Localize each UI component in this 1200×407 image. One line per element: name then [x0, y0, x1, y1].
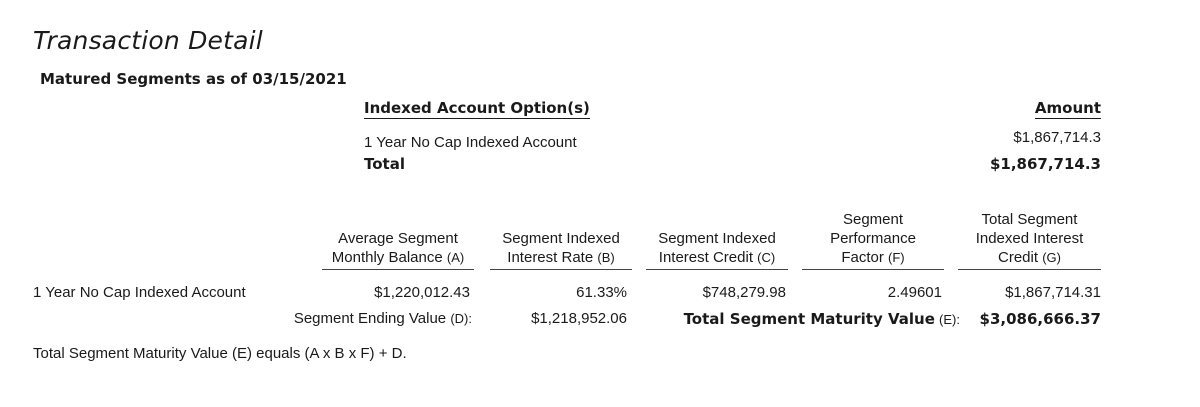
segment-row-label: 1 Year No Cap Indexed Account	[33, 284, 246, 301]
segment-ending-value: $1,218,952.06	[531, 310, 627, 327]
indexed-account-option-header: Indexed Account Option(s)	[364, 99, 590, 117]
maturity-formula-footnote: Total Segment Maturity Value (E) equals (A x B x F) + D.	[33, 345, 407, 362]
summary-row-amount: $1,867,714.3	[1013, 129, 1101, 146]
segment-value-performance-factor: 2.49601	[887, 284, 942, 301]
col-header-interest-rate: Segment Indexed Interest Rate (B)	[490, 229, 632, 270]
segment-value-total-interest-credit: $1,867,714.31	[1005, 284, 1101, 301]
summary-total-label: Total	[364, 155, 405, 173]
col-header-total-interest-credit: Total Segment Indexed Interest Credit (G)	[958, 210, 1101, 270]
segment-value-interest-credit: $748,279.98	[702, 284, 786, 301]
page-title: Transaction Detail	[33, 26, 263, 55]
amount-header: Amount	[1034, 99, 1101, 117]
total-maturity-value: $3,086,666.37	[979, 310, 1101, 328]
segment-ending-value-label: Segment Ending Value (D):	[293, 310, 472, 327]
matured-segments-subtitle: Matured Segments as of 03/15/2021	[40, 70, 347, 88]
segment-value-monthly-balance: $1,220,012.43	[374, 284, 470, 301]
segment-value-interest-rate: 61.33%	[576, 284, 627, 301]
col-header-monthly-balance: Average Segment Monthly Balance (A)	[322, 229, 474, 270]
summary-row-label: 1 Year No Cap Indexed Account	[364, 134, 577, 151]
col-header-interest-credit: Segment Indexed Interest Credit (C)	[646, 229, 788, 270]
total-maturity-value-label: Total Segment Maturity Value (E):	[683, 310, 960, 328]
col-header-performance-factor: Segment Performance Factor (F)	[802, 210, 944, 270]
summary-total-amount: $1,867,714.3	[989, 155, 1101, 173]
